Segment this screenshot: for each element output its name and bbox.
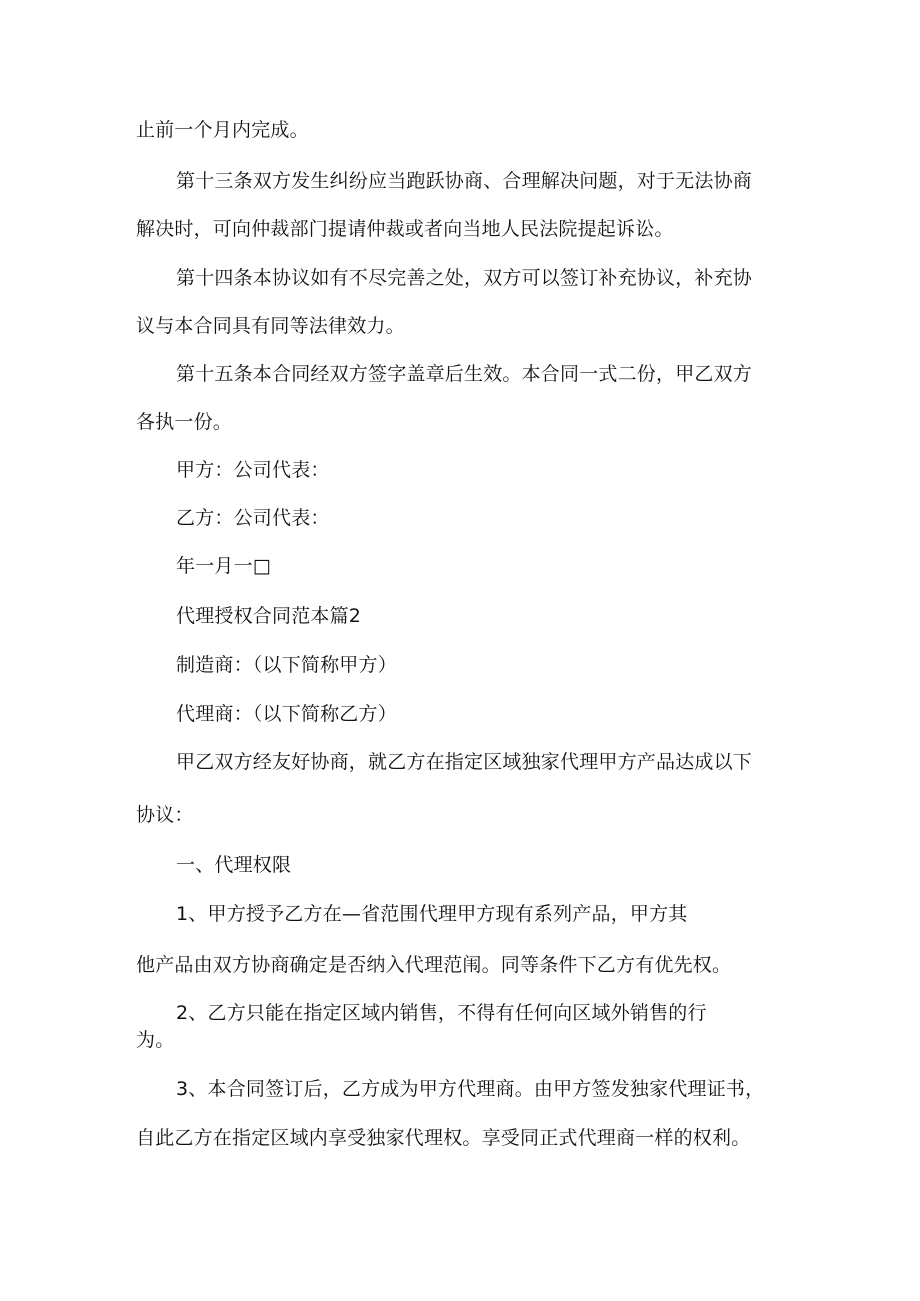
text-line: 议与本合同具有同等法律效力。 [136,315,405,337]
text-line: 第十三条双方发生纠纷应当跑跃协商、合理解决问题，对于无法协商 [176,170,753,192]
text-line: 各执一份。 [136,411,233,433]
text-line: 自此乙方在指定区域内享受独家代理权。享受同正式代理商一样的权利。 [136,1127,751,1149]
text-line: 协议： [136,804,194,826]
text-line: 制造商：（以下简称甲方） [176,654,397,676]
text-line: 2、乙方只能在指定区域内销售，不得有任何向区域外销售的行 [176,1002,707,1024]
text-line: 解决时，可向仲裁部门提请仲裁或者向当地人民法院提起诉讼。 [136,218,674,240]
text-line: 1、甲方授予乙方在—省范围代理甲方现有系列产品，甲方其 [176,903,688,925]
subsection-heading: 一、代理权限 [176,854,292,876]
signature-party-b: 乙方：公司代表： [176,507,330,529]
text-line: 代理商：（以下简称乙方） [176,703,397,725]
text-line: 第十四条本协议如有不尽完善之处，双方可以签订补充协议，补充协 [176,267,753,289]
section-heading: 代理授权合同范本篇2 [176,605,362,627]
text-line: 止前一个月内完成。 [136,119,309,141]
text-line: 甲乙双方经友好协商，就乙方在指定区域独家代理甲方产品达成以下 [176,751,753,773]
text-line: 他产品由双方协商确定是否纳入代理范闱。同等条件下乙方有优先权。 [136,954,732,976]
text-line: 为。 [136,1029,175,1051]
text-line: 3、本合同签订后，乙方成为甲方代理商。由甲方签发独家代理证书， [176,1078,765,1100]
text-line: 第十五条本合同经双方签字盖章后生效。本合同一式二份，甲乙双方 [176,363,753,385]
signature-party-a: 甲方：公司代表： [176,459,330,481]
date-line: 年一月一□ [176,555,271,577]
